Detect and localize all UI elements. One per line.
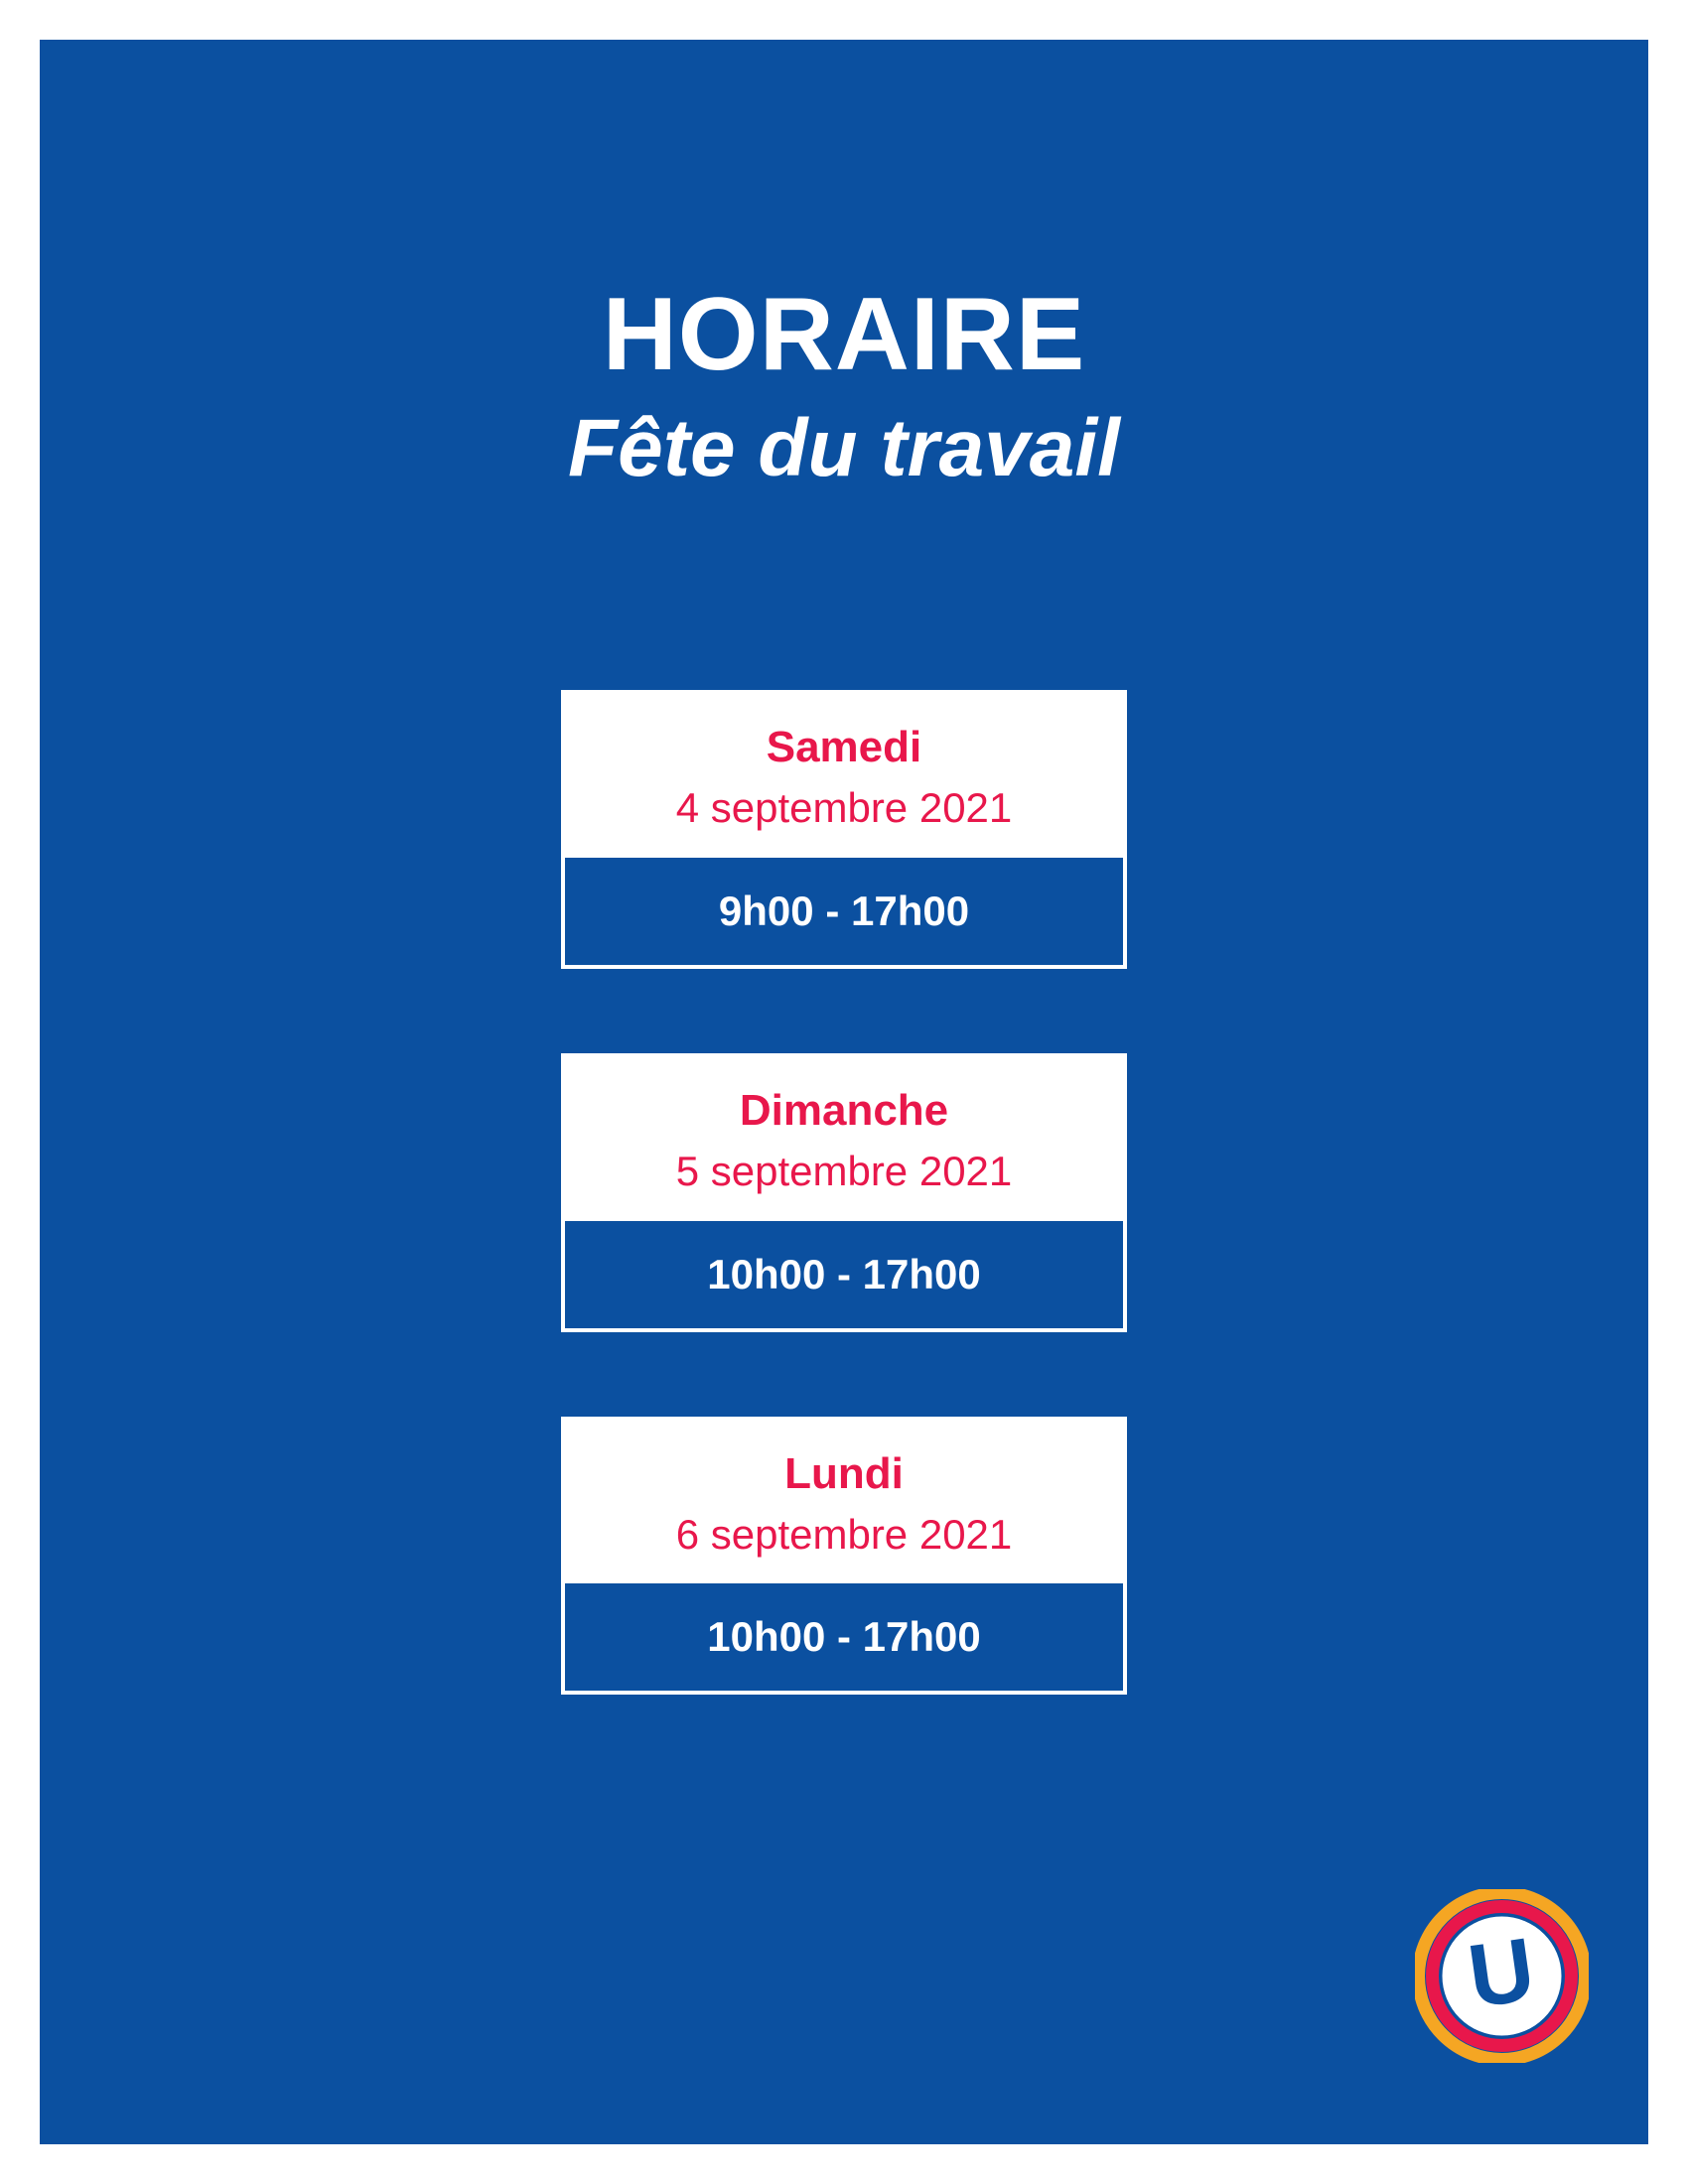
poster-header [40, 277, 1648, 493]
logo-letter: U [1463, 1919, 1541, 2028]
schedule-card [561, 690, 1127, 969]
page-subtitle: Fête du travail [568, 403, 1120, 493]
schedule-date: 6 septembre 2021 [675, 1510, 1013, 1558]
schedule-card [561, 1053, 1127, 1332]
page-title: HORAIRE [602, 277, 1086, 392]
schedule-date: 5 septembre 2021 [675, 1148, 1013, 1195]
schedule-hours: 10h00 - 17h00 [565, 1221, 1123, 1328]
schedule-card [561, 1417, 1127, 1696]
schedule-card-header [565, 1057, 1123, 1221]
schedule-date: 4 septembre 2021 [675, 784, 1013, 832]
schedule-hours: 10h00 - 17h00 [565, 1583, 1123, 1691]
schedule-card-header [565, 694, 1123, 858]
schedule-day: Dimanche [739, 1085, 949, 1135]
schedule-day: Samedi [766, 723, 922, 771]
poster-canvas [40, 40, 1648, 2144]
schedule-card-header [565, 1421, 1123, 1584]
schedule-list [40, 690, 1648, 1695]
schedule-day: Lundi [784, 1448, 904, 1498]
schedule-hours: 9h00 - 17h00 [565, 858, 1123, 965]
brand-logo [1415, 1889, 1589, 2063]
